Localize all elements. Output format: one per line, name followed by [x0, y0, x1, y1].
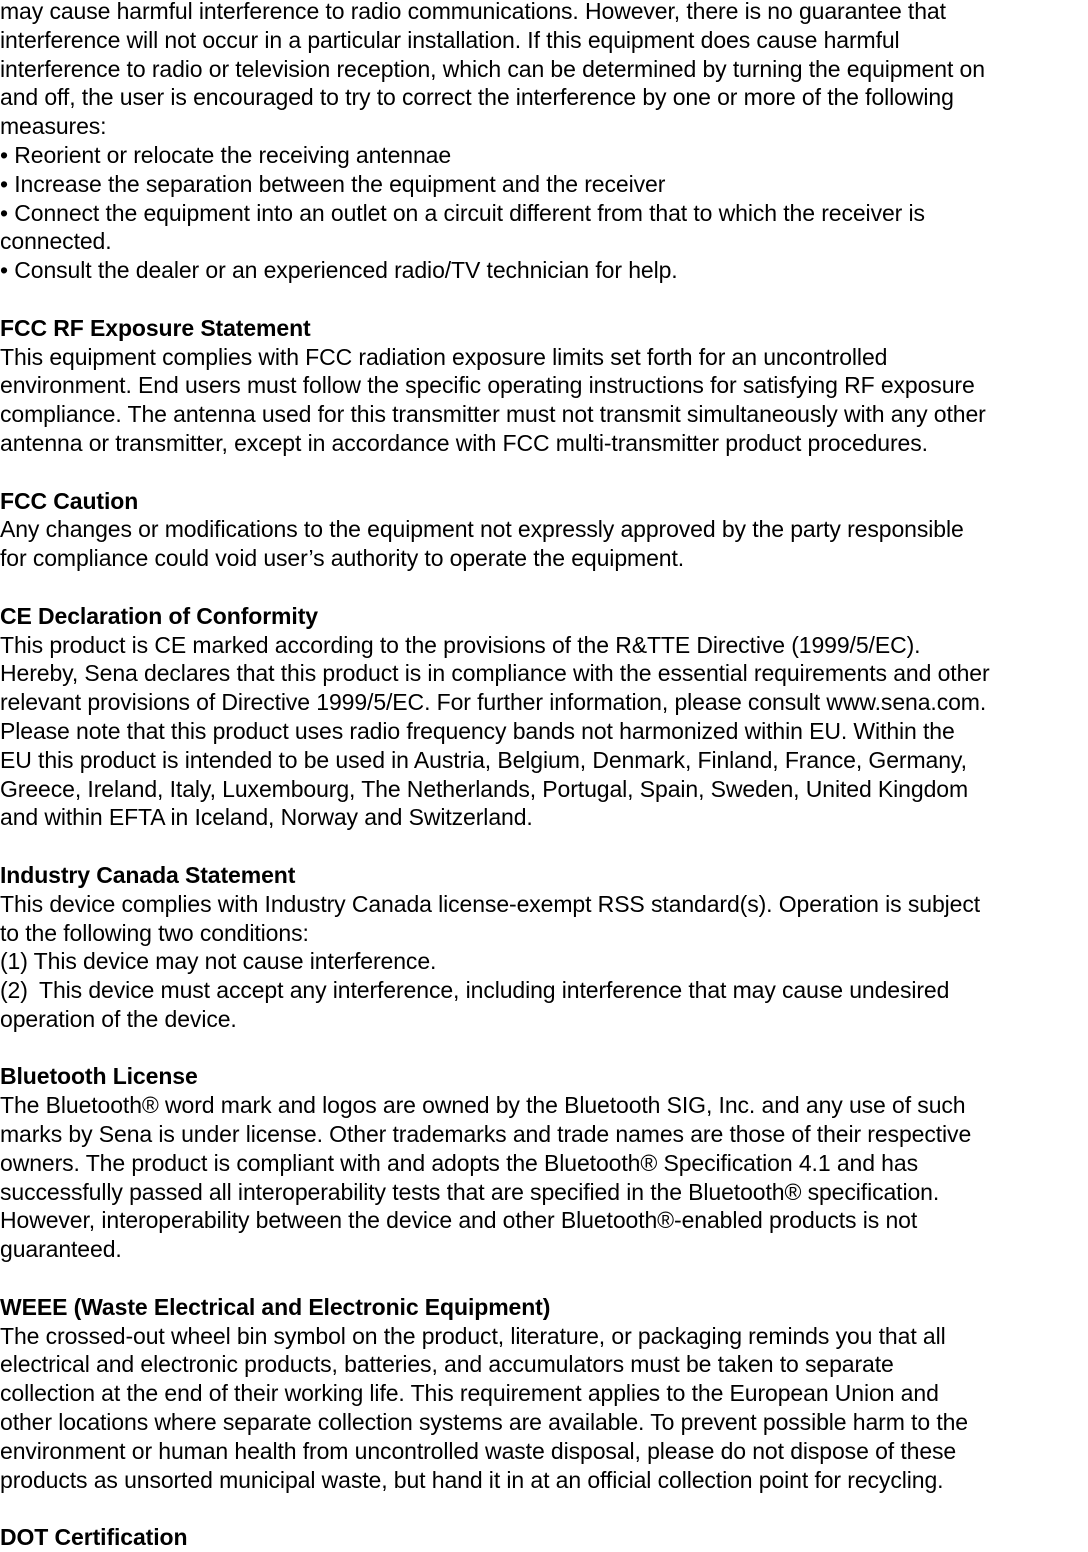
section-heading: DOT Certification: [0, 1524, 188, 1551]
section-heading: WEEE (Waste Electrical and Electronic Equipment): [0, 1293, 551, 1320]
paragraph-line: compliance. The antenna used for this transmitter must not transmit simultaneously with any other: [0, 401, 986, 428]
paragraph-line: EU this product is intended to be used in Austria, Belgium, Denmark, Finland, France, Germany,: [0, 746, 967, 773]
section-heading: Industry Canada Statement: [0, 861, 296, 888]
paragraph-line: The crossed-out wheel bin symbol on the product, literature, or packaging reminds you that all: [0, 1322, 946, 1349]
paragraph-line: for compliance could void user’s authority to operate the equipment.: [0, 545, 685, 572]
paragraph-line: Please note that this product uses radio frequency bands not harmonized within EU. Within the: [0, 717, 955, 744]
paragraph-line: owners. The product is compliant with and adopts the Bluetooth® Specification 4.1 and has: [0, 1149, 918, 1176]
item-number: (2): [0, 977, 28, 1004]
numbered-item: (1) This device may not cause interference.: [0, 948, 437, 975]
paragraph-line: This equipment complies with FCC radiation exposure limits set forth for an uncontrolled: [0, 343, 888, 370]
paragraph-spacer: [0, 458, 1088, 487]
paragraph-spacer: [0, 1494, 1088, 1523]
paragraph-line: guaranteed.: [0, 1236, 122, 1263]
section-fcc-caution: [0, 487, 1088, 573]
paragraph-line: Hereby, Sena declares that this product is in compliance with the essential requirements and other: [0, 660, 990, 687]
section-heading: Bluetooth License: [0, 1063, 198, 1090]
section-heading: CE Declaration of Conformity: [0, 602, 318, 629]
section-industry-canada: [0, 861, 1088, 1034]
bullet-item: • Reorient or relocate the receiving antennae: [0, 141, 452, 168]
paragraph-line: antenna or transmitter, except in accordance with FCC multi-transmitter product procedures.: [0, 429, 928, 456]
paragraph-line: However, interoperability between the device and other Bluetooth®-enabled products is not: [0, 1207, 918, 1234]
paragraph-line: products as unsorted municipal waste, but hand it in at an official collection point for recycling.: [0, 1466, 944, 1493]
paragraph-line: to the following two conditions:: [0, 919, 309, 946]
section-bluetooth-license: [0, 1062, 1088, 1264]
item-text: This device must accept any interference, including interference that may cause undesired: [39, 977, 950, 1004]
paragraph-line: environment. End users must follow the specific operating instructions for satisfying RF exposure: [0, 372, 975, 399]
paragraph-line: The Bluetooth® word mark and logos are owned by the Bluetooth SIG, Inc. and any use of such: [0, 1092, 966, 1119]
paragraph-line: interference will not occur in a particular installation. If this equipment does cause harmful: [0, 26, 900, 53]
paragraph-line: other locations where separate collection systems are available. To prevent possible harm to the: [0, 1409, 969, 1436]
numbered-item-continuation: operation of the device.: [0, 1005, 237, 1032]
bullet-item: • Consult the dealer or an experienced radio/TV technician for help.: [0, 257, 678, 284]
bullet-item: • Connect the equipment into an outlet on a circuit different from that to which the receiver is: [0, 199, 925, 226]
paragraph-line: interference to radio or television reception, which can be determined by turning the equipment on: [0, 55, 985, 82]
paragraph-spacer: [0, 832, 1088, 861]
numbered-item: [0, 976, 1088, 1005]
section-ce-declaration: [0, 602, 1088, 832]
section-dot-certification: [0, 1523, 1088, 1552]
paragraph-spacer: [0, 1264, 1088, 1293]
paragraph-line: Any changes or modifications to the equipment not expressly approved by the party responsible: [0, 516, 964, 543]
paragraph-line: successfully passed all interoperability tests that are specified in the Bluetooth® specification.: [0, 1178, 940, 1205]
bullet-item-continuation: connected.: [0, 228, 112, 255]
paragraph-line: Greece, Ireland, Italy, Luxembourg, The Netherlands, Portugal, Spain, Sweden, United Kingdom: [0, 775, 969, 802]
paragraph-line: and off, the user is encouraged to try to correct the interference by one or more of the following: [0, 84, 954, 111]
paragraph-line: This device complies with Industry Canada license-exempt RSS standard(s). Operation is subject: [0, 890, 981, 917]
paragraph-line: collection at the end of their working life. This requirement applies to the European Union and: [0, 1380, 939, 1407]
paragraph-line: and within EFTA in Iceland, Norway and Switzerland.: [0, 804, 533, 831]
paragraph-spacer: [0, 1034, 1088, 1063]
section-weee: [0, 1293, 1088, 1495]
interference-paragraph: [0, 0, 1088, 285]
paragraph-spacer: [0, 285, 1088, 314]
paragraph-line: electrical and electronic products, batteries, and accumulators must be taken to separate: [0, 1351, 894, 1378]
paragraph-line: marks by Sena is under license. Other trademarks and trade names are those of their respective: [0, 1121, 972, 1148]
paragraph-line: measures:: [0, 113, 107, 140]
paragraph-spacer: [0, 573, 1088, 602]
section-heading: FCC RF Exposure Statement: [0, 314, 311, 341]
paragraph-line: This product is CE marked according to the provisions of the R&TTE Directive (1999/5/EC).: [0, 631, 921, 658]
section-fcc-rf-exposure: [0, 314, 1088, 458]
paragraph-line: environment or human health from uncontrolled waste disposal, please do not dispose of these: [0, 1437, 957, 1464]
bullet-item: • Increase the separation between the equipment and the receiver: [0, 170, 666, 197]
paragraph-line: relevant provisions of Directive 1999/5/EC. For further information, please consult www.sena.com.: [0, 689, 987, 716]
paragraph-line: may cause harmful interference to radio communications. However, there is no guarantee that: [0, 0, 946, 24]
section-heading: FCC Caution: [0, 487, 139, 514]
